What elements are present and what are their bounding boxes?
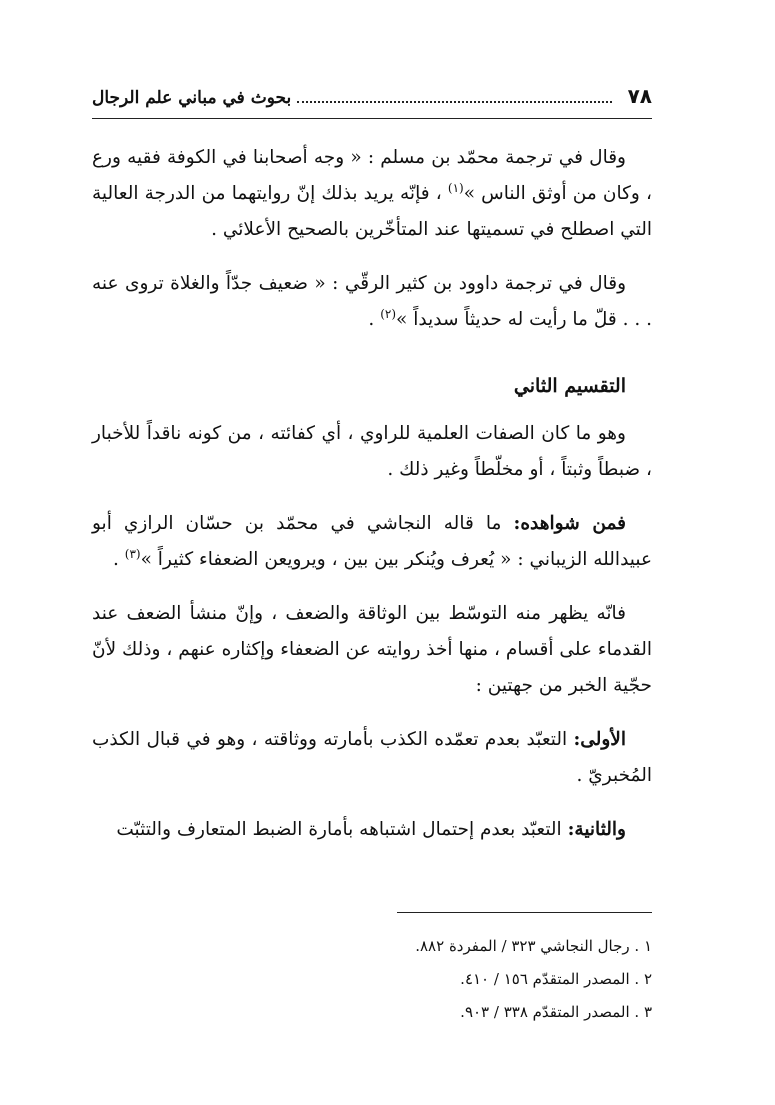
paragraph-7-lead: والثانية: [567,819,626,840]
paragraph-2-text: وقال في ترجمة داوود بن كثير الرقّي : « ضعيف جدّاً والغلاة تروى عنه . . . قلّ ما رأيت له حديثاً سديداً » [92,273,652,330]
running-header [92,84,652,116]
paragraph-1 [92,140,652,248]
footnote-1: ١ . رجال النجاشي ٣٢٣ / المفردة ٨٨٢. [415,937,652,955]
running-title: بحوث في مباني علم الرجال [92,88,292,108]
paragraph-7 [92,812,652,848]
footnotes [92,930,652,1029]
paragraph-3-text: وهو ما كان الصفات العلمية للراوي ، أي كفائته ، من كونه ناقداً للأخبار ، ضبطاً وثبتاً ، أو مخلّطاً وغير ذلك . [92,423,652,480]
paragraph-2 [92,266,652,338]
paragraph-5 [92,596,652,704]
paragraph-6 [92,722,652,794]
paragraph-4-text-cont: . [113,549,119,570]
paragraph-6-lead: الأولى: [573,729,626,750]
paragraph-7-text: التعبّد بعدم إحتمال اشتباهه بأمارة الضبط المتعارف والتثبّت [116,819,562,840]
header-dot-leader [297,89,611,103]
paragraph-2-text-cont: . [368,309,375,330]
paragraph-4-text: ما قاله النجاشي في محمّد بن حسّان الرازي أبو عبيدالله الزيباني : « يُعرف ويُنكر بين بين ، ويرويعن الضعفاء كثيراً » [92,513,652,570]
paragraph-6-text: التعبّد بعدم تعمّده الكذب بأمارته ووثاقته ، وهو في قبال الكذب المُخبريّ . [92,729,652,786]
header-divider [92,118,652,119]
footnote-ref-3[interactable]: (٣) [124,546,141,561]
paragraph-4 [92,506,652,578]
paragraph-1-text: وقال في ترجمة محمّد بن مسلم : « وجه أصحابنا في الكوفة فقيه ورع ، وكان من أوثق الناس » [92,147,652,204]
footnote-3: ٣ . المصدر المتقدّم ٣٣٨ / ٩٠٣. [460,1003,652,1021]
footnote-ref-2[interactable]: (٢) [380,306,397,321]
footnote-divider [397,912,652,913]
main-text [92,140,652,866]
paragraph-1-text-cont: ، فإنّه يريد بذلك إنّ روايتهما من الدرجة العالية التي اصطلح في تسميتها عند المتأخّرين بالصحيح الأعلائي . [92,183,652,240]
paragraph-4-lead: فمن شواهده: [513,513,626,534]
section-heading: التقسيم الثاني [513,375,626,397]
page-number: ٧٨ [627,84,652,108]
paragraph-3 [92,416,652,488]
footnote-ref-1[interactable]: (١) [447,180,464,195]
footnote-2: ٢ . المصدر المتقدّم ١٥٦ / ٤١٠. [460,970,652,988]
paragraph-5-text: فانّه يظهر منه التوسّط بين الوثاقة والضعف ، وإنّ منشأ الضعف عند القدماء على أقسام ، منها أخذ روايته عن الضعفاء وإكثاره عنهم ، وذلك لأنّ حجّية الخبر من جهتين : [92,603,652,696]
